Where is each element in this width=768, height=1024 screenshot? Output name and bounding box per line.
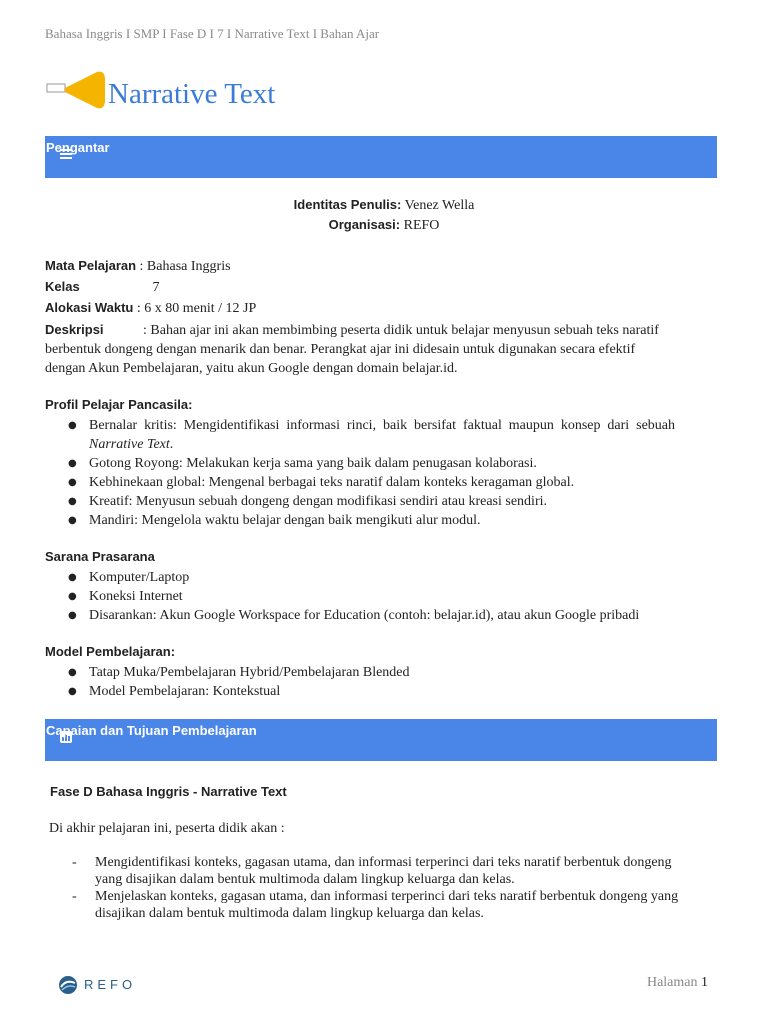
subject-row — [45, 258, 231, 275]
org-line — [0, 217, 768, 234]
section-label-pengantar: Pengantar — [46, 140, 110, 155]
list-item: - Menjelaskan konteks, gagasan utama, dan informasi terperinci dari teks naratif berbentuk dongeng yang disajikan dalam bentuk multimoda dalam lingkup keluarga dan kelas. — [72, 888, 702, 922]
fase-heading: Fase D Bahasa Inggris - Narrative Text — [50, 784, 287, 799]
list-item: ● Tatap Muka/Pembelajaran Hybrid/Pembelajaran Blended — [68, 663, 675, 682]
org-label: Organisasi: — [328, 217, 401, 232]
list-item: ● Kebhinekaan global: Mengenal berbagai teks naratif dalam konteks keragaman global. — [68, 473, 675, 492]
description-block — [45, 320, 675, 378]
sarana-heading: Sarana Prasarana — [45, 549, 155, 564]
time-label: Alokasi Waktu — [45, 300, 134, 315]
megaphone-icon — [45, 70, 107, 110]
desc-value: : Bahan ajar ini akan membimbing peserta didik untuk belajar menyusun sebuah teks naratif berbentuk dongeng dengan menarik dan benar. Perangkat ajar ini didesain untuk digunakan secara efektif dengan Akun Pembelajaran, yaitu akun Google dengan domain belajar.id. — [45, 323, 659, 376]
profil-heading: Profil Pelajar Pancasila: — [45, 397, 193, 412]
page-title: Narrative Text — [108, 78, 276, 110]
subject-value: : Bahasa Inggris — [139, 259, 231, 274]
sarana-list — [68, 568, 675, 625]
time-row — [45, 300, 256, 317]
list-item: ● Model Pembelajaran: Kontekstual — [68, 682, 675, 701]
org-value: REFO — [403, 218, 440, 233]
logo-text: REFO — [84, 977, 137, 992]
writer-label: Identitas Penulis: — [293, 197, 402, 212]
model-heading: Model Pembelajaran: — [45, 644, 176, 659]
list-item: ● Koneksi Internet — [68, 587, 675, 606]
title-row — [45, 70, 345, 110]
section-bar-capaian — [45, 719, 717, 761]
list-item: ● Kreatif: Menyusun sebuah dongeng dengan modifikasi sendiri atau kreasi sendiri. — [68, 492, 675, 511]
list-item: ● Gotong Royong: Melakukan kerja sama yang baik dalam penugasan kolaborasi. — [68, 454, 675, 473]
writer-line — [0, 197, 768, 214]
fase-intro: Di akhir pelajaran ini, peserta didik akan : — [49, 821, 285, 836]
desc-label: Deskripsi — [45, 322, 104, 337]
time-value: : 6 x 80 menit / 12 JP — [136, 301, 257, 316]
list-item: ● Mandiri: Mengelola waktu belajar dengan baik mengikuti alur modul. — [68, 511, 675, 530]
list-item: ● Disarankan: Akun Google Workspace for Education (contoh: belajar.id), atau akun Google pribadi — [68, 606, 675, 625]
section-bar-pengantar — [45, 136, 717, 178]
page-label: Halaman — [646, 975, 698, 990]
class-row — [45, 279, 160, 296]
class-label: Kelas — [45, 279, 80, 294]
list-item: ● Bernalar kritis: Mengidentifikasi informasi rinci, baik bersifat faktual maupun konsep dari sebuah Narrative Text. — [68, 416, 675, 454]
profil-list — [68, 416, 675, 530]
list-item: - Mengidentifikasi konteks, gagasan utama, dan informasi terperinci dari teks naratif berbentuk dongeng yang disajikan dalam bentuk multimoda dalam lingkup keluarga dan kelas. — [72, 854, 702, 888]
writer-value: Venez Wella — [404, 198, 475, 213]
list-item: ● Komputer/Laptop — [68, 568, 675, 587]
refo-logo-icon — [57, 975, 79, 995]
subject-label: Mata Pelajaran — [45, 258, 137, 273]
class-value: 7 — [152, 280, 160, 295]
document-header: Bahasa Inggris I SMP I Fase D I 7 I Narrative Text I Bahan Ajar — [45, 26, 380, 41]
page-number-value: 1 — [701, 975, 708, 990]
page-number — [647, 975, 708, 991]
model-list — [68, 663, 675, 701]
section-label-capaian: Capaian dan Tujuan Pembelajaran — [46, 723, 257, 738]
footer-logo — [57, 975, 147, 995]
fase-list — [72, 854, 702, 922]
